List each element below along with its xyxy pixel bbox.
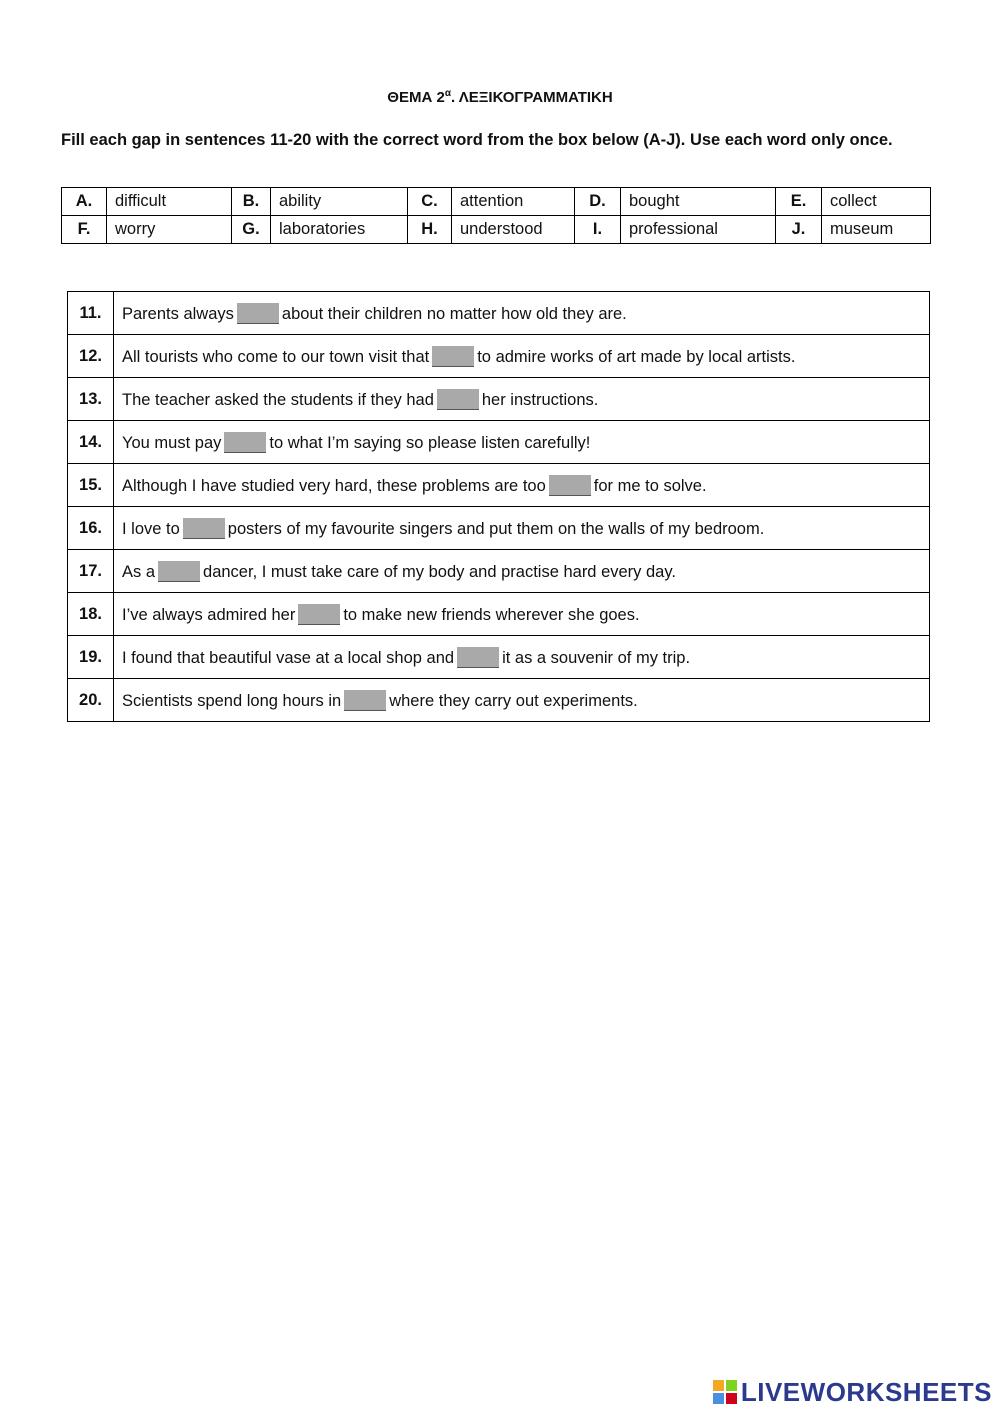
sentence-row [68, 464, 930, 507]
word-letter: D. [575, 188, 621, 216]
sentence-text: I found that beautiful vase at a local shop and it as a souvenir of my trip. [114, 636, 930, 679]
sentence-number: 15. [68, 464, 114, 507]
gap-input[interactable] [158, 561, 200, 582]
word-letter: F. [62, 216, 107, 244]
logo-text: LIVEWORKSHEETS [740, 1376, 992, 1407]
sentence-text: The teacher asked the students if they had her instructions. [114, 378, 930, 421]
sentence-text: I’ve always admired her to make new friends wherever she goes. [114, 593, 930, 636]
sentence-number: 16. [68, 507, 114, 550]
gap-input[interactable] [344, 690, 386, 711]
gap-input[interactable] [237, 303, 279, 324]
liveworksheets-logo[interactable] [713, 1375, 992, 1409]
logo-square [726, 1380, 737, 1391]
sentence-row [68, 421, 930, 464]
sentence-number: 20. [68, 679, 114, 722]
sentence-row [68, 550, 930, 593]
word-box-row [62, 188, 931, 216]
sentence-row [68, 507, 930, 550]
gap-input[interactable] [298, 604, 340, 625]
sentence-row [68, 335, 930, 378]
word-option: laboratories [271, 216, 408, 244]
word-option: ability [271, 188, 408, 216]
word-letter: H. [408, 216, 452, 244]
sentence-number: 11. [68, 292, 114, 335]
word-letter: B. [232, 188, 271, 216]
sentence-row [68, 679, 930, 722]
word-box [61, 187, 931, 244]
sentence-row [68, 292, 930, 335]
gap-input[interactable] [457, 647, 499, 668]
sentence-text: Although I have studied very hard, these problems are too for me to solve. [114, 464, 930, 507]
gap-input[interactable] [224, 432, 266, 453]
sentence-number: 19. [68, 636, 114, 679]
gap-input[interactable] [437, 389, 479, 410]
sentence-row [68, 593, 930, 636]
word-letter: J. [776, 216, 822, 244]
sentence-number: 13. [68, 378, 114, 421]
sentence-text: You must pay to what I’m saying so please listen carefully! [114, 421, 930, 464]
word-option: professional [621, 216, 776, 244]
sentence-number: 17. [68, 550, 114, 593]
logo-square [726, 1393, 737, 1404]
sentence-row [68, 378, 930, 421]
word-letter: E. [776, 188, 822, 216]
gap-input[interactable] [183, 518, 225, 539]
sentence-number: 12. [68, 335, 114, 378]
sentence-text: Parents always about their children no matter how old they are. [114, 292, 930, 335]
word-letter: C. [408, 188, 452, 216]
gap-input[interactable] [549, 475, 591, 496]
word-letter: A. [62, 188, 107, 216]
word-option: museum [822, 216, 931, 244]
word-option: attention [452, 188, 575, 216]
instructions: Fill each gap in sentences 11-20 with the correct word from the box below (A-J). Use each word only once. [61, 131, 893, 149]
word-option: collect [822, 188, 931, 216]
logo-square [713, 1380, 724, 1391]
sentence-text: As a dancer, I must take care of my body and practise hard every day. [114, 550, 930, 593]
word-box-row [62, 216, 931, 244]
word-letter: G. [232, 216, 271, 244]
page-title: ΘΕΜΑ $2^\alpha$. ΛΕΞΙΚΟΓΡΑΜΜΑΤΙΚΗ [387, 88, 613, 106]
sentence-row [68, 636, 930, 679]
sentences-table [67, 291, 930, 722]
sentence-text: Scientists spend long hours in where they carry out experiments. [114, 679, 930, 722]
sentence-text: All tourists who come to our town visit that to admire works of art made by local artists. [114, 335, 930, 378]
sentence-text: I love to posters of my favourite singers and put them on the walls of my bedroom. [114, 507, 930, 550]
word-option: worry [107, 216, 232, 244]
word-option: understood [452, 216, 575, 244]
sentence-number: 18. [68, 593, 114, 636]
word-letter: I. [575, 216, 621, 244]
word-option: bought [621, 188, 776, 216]
gap-input[interactable] [432, 346, 474, 367]
logo-square [713, 1393, 724, 1404]
word-option: difficult [107, 188, 232, 216]
sentence-number: 14. [68, 421, 114, 464]
logo-mark-icon [713, 1380, 737, 1404]
